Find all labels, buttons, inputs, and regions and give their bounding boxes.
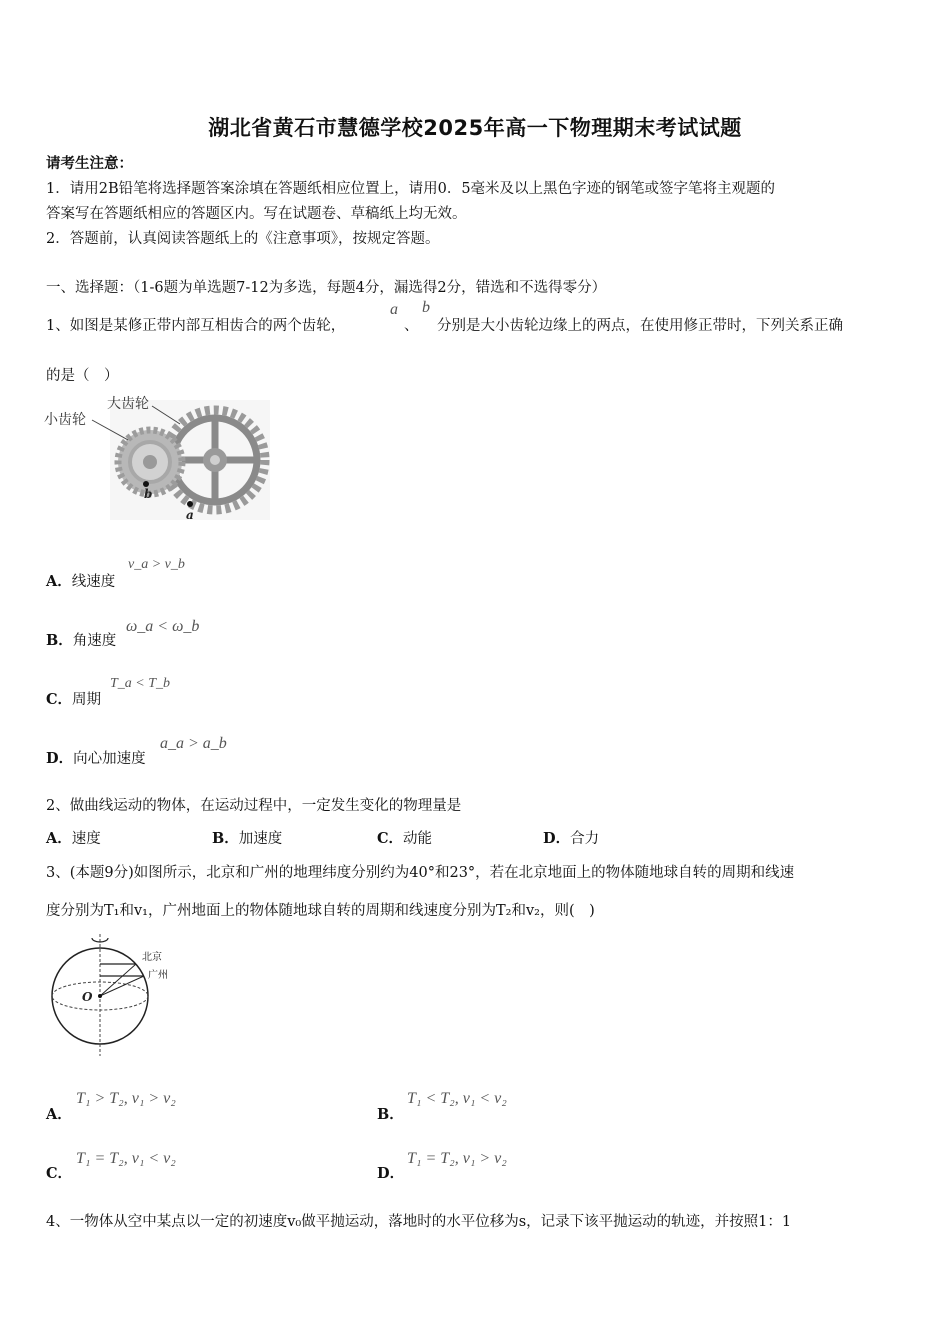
q3-option-d-formula: T₁ = T₂, v₁ > v₂ bbox=[407, 1150, 507, 1167]
q1-option-c-formula: T_a < T_b bbox=[110, 676, 171, 691]
q2-option-c bbox=[377, 827, 432, 848]
beijing-label: 北京 bbox=[142, 952, 162, 963]
q3-line2: 度分别为T₁和v₁，广州地面上的物体随地球自转的周期和线速度分别为T₂和v₂，则( ) bbox=[46, 903, 595, 919]
big-gear-label: 大齿轮 bbox=[107, 396, 149, 412]
q1-stem-a: 1、如图是某修正带内部互相齿合的两个齿轮， bbox=[46, 318, 346, 334]
point-a-dot bbox=[187, 501, 193, 507]
page-title: 湖北省黄石市慧德学校2025年高一下物理期末考试试题 bbox=[208, 116, 742, 140]
notice-line1b: 答案写在答题纸相应的答题区内。写在试题卷、草稿纸上均无效。 bbox=[46, 206, 467, 222]
q1-option-d bbox=[46, 747, 146, 768]
option-text: 线速度 bbox=[71, 574, 116, 590]
option-text: 加速度 bbox=[238, 831, 283, 847]
notice-line2: 2．答题前，认真阅读答题纸上的《注意事项》，按规定答题。 bbox=[46, 231, 440, 247]
option-letter: D． bbox=[543, 830, 571, 847]
option-letter: A． bbox=[46, 830, 72, 847]
q3-option-c-formula: T₁ = T₂, v₁ < v₂ bbox=[76, 1150, 176, 1167]
q3-option-b-letter: B． bbox=[377, 1106, 404, 1123]
q1-var-b: b bbox=[422, 299, 430, 316]
option-letter: A． bbox=[46, 573, 72, 590]
option-text: 角速度 bbox=[72, 633, 117, 649]
q1-option-b-formula: ω_a < ω_b bbox=[126, 618, 200, 635]
q1-option-d-formula: a_a > a_b bbox=[160, 735, 227, 752]
center-label: O bbox=[82, 990, 93, 1004]
notice-line1a: 1．请用2B铅笔将选择题答案涂填在答题纸相应位置上，请用0．5毫米及以上黑色字迹的钢笔或签字笔将主观题的 bbox=[46, 181, 776, 197]
point-b-label: b bbox=[144, 487, 153, 501]
notice-heading: 请考生注意： bbox=[46, 155, 133, 172]
q1-option-c bbox=[46, 688, 101, 709]
option-letter: B． bbox=[212, 830, 239, 847]
point-a-label: a bbox=[186, 508, 194, 522]
option-text: 合力 bbox=[570, 831, 600, 847]
q1-stem-b: 分别是大小齿轮边缘上的两点，在使用修正带时，下列关系正确 bbox=[437, 318, 843, 334]
q2-option-a bbox=[46, 827, 101, 848]
q2-option-b bbox=[212, 827, 282, 848]
q3-option-c-letter: C． bbox=[46, 1165, 73, 1182]
option-text: 周期 bbox=[72, 692, 102, 708]
q3-option-b-formula: T₁ < T₂, v₁ < v₂ bbox=[407, 1090, 507, 1107]
option-letter: C． bbox=[46, 691, 73, 708]
guangzhou-label: 广州 bbox=[148, 970, 168, 981]
q2-stem: 2、做曲线运动的物体，在运动过程中，一定发生变化的物理量是 bbox=[46, 798, 462, 814]
gear-figure bbox=[40, 390, 270, 525]
option-text: 速度 bbox=[71, 831, 101, 847]
q1-sep: 、 bbox=[404, 318, 419, 334]
option-text: 向心加速度 bbox=[73, 751, 146, 767]
q1-option-b bbox=[46, 629, 116, 650]
q1-option-a-formula: v_a > v_b bbox=[128, 557, 185, 572]
q3-option-a-formula: T₁ > T₂, v₁ > v₂ bbox=[76, 1090, 176, 1107]
q1-var-a: a bbox=[390, 301, 398, 318]
q4-line1: 4、一物体从空中某点以一定的初速度v₀做平抛运动，落地时的水平位移为s，记录下该平抛运动的轨迹，并按照1：1 bbox=[46, 1214, 792, 1230]
q3-option-a-letter: A． bbox=[46, 1106, 72, 1123]
q1-stem-c: 的是（ ） bbox=[46, 368, 119, 384]
small-gear-label: 小齿轮 bbox=[44, 412, 86, 428]
option-letter: B． bbox=[46, 632, 73, 649]
q3-line1: 3、(本题9分)如图所示，北京和广州的地理纬度分别约为40°和23°，若在北京地面上的物体随地球自转的周期和线速 bbox=[46, 865, 795, 881]
q3-option-d-letter: D． bbox=[377, 1165, 405, 1182]
option-text: 动能 bbox=[403, 831, 433, 847]
globe-figure bbox=[44, 928, 184, 1058]
globe-icon bbox=[52, 934, 148, 1056]
q2-option-d bbox=[543, 827, 599, 848]
option-letter: D． bbox=[46, 750, 74, 767]
q1-option-a bbox=[46, 570, 115, 591]
section-heading: 一、选择题：（1-6题为单选题7-12为多选，每题4分，漏选得2分，错选和不选得零分） bbox=[46, 280, 607, 296]
option-letter: C． bbox=[377, 830, 404, 847]
